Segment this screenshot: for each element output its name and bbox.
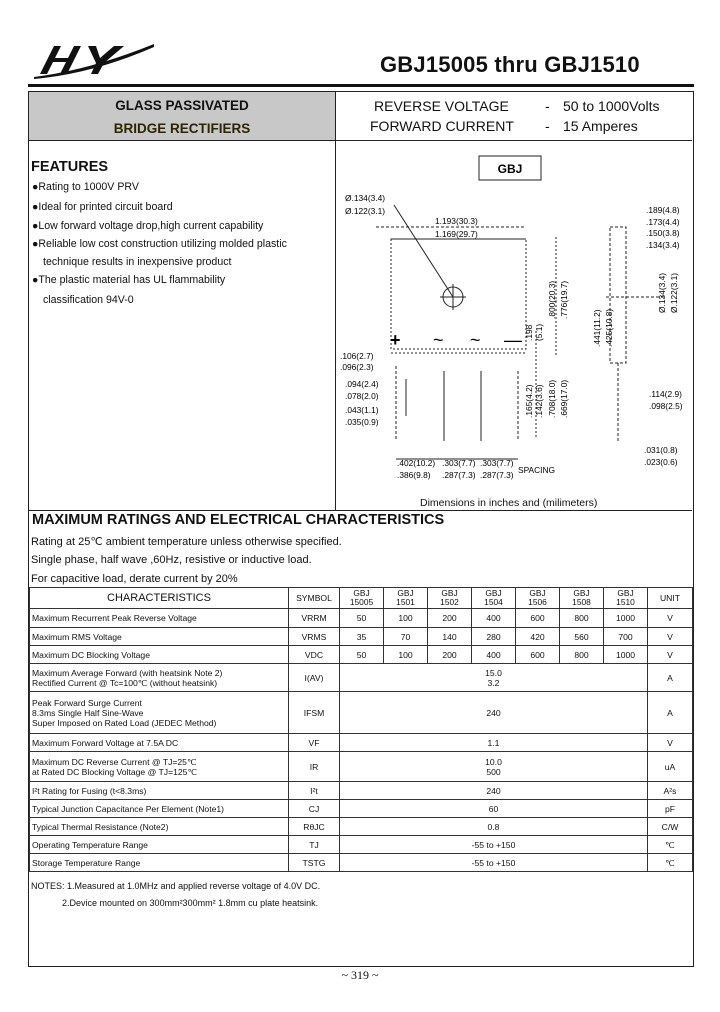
dim-vh-min: (5.1) bbox=[534, 323, 544, 341]
dim-thick-max: .114(2.9) bbox=[649, 389, 682, 399]
dim-vh-max: .198 bbox=[524, 324, 534, 341]
dim-width-min: 1.169(29.7) bbox=[435, 229, 478, 239]
condition-line: Rating at 25℃ ambient temperature unless otherwise specified. bbox=[31, 536, 342, 548]
dim-rheight-min: .425(10.8) bbox=[604, 308, 614, 347]
dim-side1-max: .189(4.8) bbox=[646, 205, 680, 215]
page-number: ~ 319 ~ bbox=[341, 968, 379, 982]
feature-item: ●Reliable low cost construction utilizing molded plastic bbox=[32, 238, 287, 250]
header-model: GBJ 1508 bbox=[560, 588, 604, 609]
dim-thick-min: .098(2.5) bbox=[649, 401, 683, 411]
header-rule bbox=[28, 84, 694, 87]
header-model: GBJ 1510 bbox=[604, 588, 648, 609]
dim-total-min: .669(17.0) bbox=[559, 379, 569, 418]
condition-line: For capacitive load, derate current by 20% bbox=[31, 573, 238, 585]
features-title: FEATURES bbox=[31, 159, 109, 175]
mark-plus: + bbox=[390, 330, 401, 350]
feature-item: ●Rating to 1000V PRV bbox=[32, 181, 139, 193]
dim-pitch3-min: .287(7.3) bbox=[480, 470, 514, 480]
dim-pitch1-min: .386(9.8) bbox=[397, 470, 431, 480]
table-row: I²t Rating for Fusing (t<8.3ms) I²t 240 A²s bbox=[30, 782, 693, 800]
note-2: 2.Device mounted on 300mm²300mm² 1.8mm cu plate heatsink. bbox=[62, 898, 319, 908]
dim-pitch2-min: .287(7.3) bbox=[442, 470, 476, 480]
company-logo bbox=[30, 40, 158, 80]
dim-hole-max: Ø.134(3.4) bbox=[345, 193, 386, 203]
table-row: Maximum RMS Voltage VRMS 35 70 140 280 420 560 700 V bbox=[30, 628, 693, 646]
table-row: Typical Thermal Resistance (Note2) RθJC 0.8 C/W bbox=[30, 818, 693, 836]
dim-pitch2-max: .303(7.7) bbox=[442, 458, 476, 468]
reverse-voltage-value: 50 to 1000Volts bbox=[563, 98, 660, 114]
dim-rheight-max: .441(11.2) bbox=[592, 309, 602, 347]
package-label: GBJ bbox=[497, 162, 523, 176]
header-symbol: SYMBOL bbox=[289, 588, 340, 609]
table-header-row bbox=[30, 588, 693, 609]
dim-spacing: SPACING bbox=[518, 465, 556, 475]
reverse-voltage-dash: - bbox=[545, 98, 550, 114]
dim-body-min: .776(19.7) bbox=[559, 280, 569, 319]
dim-leadlen-min: .142(3.6) bbox=[534, 384, 544, 418]
forward-current-dash: - bbox=[545, 118, 550, 134]
product-line1: GLASS PASSIVATED bbox=[115, 98, 249, 113]
table-row: Storage Temperature Range TSTG -55 to +150 ℃ bbox=[30, 854, 693, 872]
dim-rhole-max: Ø.134(3.4) bbox=[657, 272, 667, 313]
dimension-note: Dimensions in inches and (milimeters) bbox=[420, 497, 598, 509]
dim-leadw-min: .023(0.6) bbox=[644, 457, 678, 467]
header-model: GBJ 1502 bbox=[428, 588, 472, 609]
header-model: GBJ 15005 bbox=[340, 588, 384, 609]
forward-current-label: FORWARD CURRENT bbox=[370, 118, 514, 134]
dim-side2-max: .150(3.8) bbox=[646, 228, 680, 238]
dim-side2-min: .134(3.4) bbox=[646, 240, 680, 250]
dim-side1-min: .173(4.4) bbox=[646, 217, 680, 227]
dim-pitch3-max: .303(7.7) bbox=[480, 458, 514, 468]
reverse-voltage-label: REVERSE VOLTAGE bbox=[374, 98, 509, 114]
table-row: Maximum Recurrent Peak Reverse Voltage VRRM 50 100 200 400 600 800 1000 V bbox=[30, 609, 693, 628]
dim-total-max: .708(18.0) bbox=[547, 379, 557, 418]
feature-item: ●Low forward voltage drop,high current capability bbox=[32, 220, 264, 232]
note-1: NOTES: 1.Measured at 1.0MHz and applied reverse voltage of 4.0V DC. bbox=[31, 881, 321, 891]
product-line2: BRIDGE RECTIFIERS bbox=[113, 121, 251, 136]
characteristics-table bbox=[29, 587, 693, 872]
feature-item: technique results in inexpensive product bbox=[43, 256, 232, 268]
dim-body-max: .800(20.3) bbox=[547, 280, 557, 319]
dim-lead-max: .094(2.4) bbox=[345, 379, 379, 389]
mark-tilde: ~ bbox=[433, 330, 444, 350]
table-row: Peak Forward Surge Current 8.3ms Single Half Sine-Wave Super Imposed on Rated Load (JEDEC Method) IFSM 240 A bbox=[30, 692, 693, 734]
dim-lead2-min: .035(0.9) bbox=[345, 417, 379, 427]
mark-tilde: ~ bbox=[470, 330, 481, 350]
spec-summary-box bbox=[336, 92, 692, 140]
dim-lead-min: .078(2.0) bbox=[345, 391, 379, 401]
feature-item: ●The plastic material has UL flammability bbox=[32, 274, 226, 286]
table-row: Maximum Forward Voltage at 7.5A DC VF 1.1 V bbox=[30, 734, 693, 752]
table-row: Maximum DC Reverse Current @ TJ=25℃ at Rated DC Blocking Voltage @ TJ=125℃ IR 10.0 500 uA bbox=[30, 752, 693, 782]
package-drawing bbox=[336, 141, 692, 511]
dim-leadlen-max: .165(4.2) bbox=[524, 384, 534, 418]
header-model: GBJ 1506 bbox=[516, 588, 560, 609]
condition-line: Single phase, half wave ,60Hz, resistive or inductive load. bbox=[31, 554, 312, 566]
dim-rhole-min: Ø.122(3.1) bbox=[669, 272, 679, 313]
product-type-box bbox=[29, 92, 336, 140]
dim-hole-min: Ø.122(3.1) bbox=[345, 206, 386, 216]
dim-pitch1-max: .402(10.2) bbox=[397, 458, 436, 468]
feature-item: ●Ideal for printed circuit board bbox=[32, 201, 173, 213]
header-model: GBJ 1501 bbox=[384, 588, 428, 609]
header-model: GBJ 1504 bbox=[472, 588, 516, 609]
forward-current-value: 15 Amperes bbox=[563, 118, 638, 134]
table-row: Maximum Average Forward (with heatsink Note 2) Rectified Current @ Tc=100℃ (without heatsink) I(AV) 15.0 3.2 A bbox=[30, 664, 693, 692]
part-number-title: GBJ15005 thru GBJ1510 bbox=[380, 52, 640, 77]
feature-item: classification 94V-0 bbox=[43, 294, 134, 306]
mark-minus: — bbox=[504, 330, 522, 350]
dim-tab-max: .106(2.7) bbox=[340, 351, 374, 361]
header-characteristics: CHARACTERISTICS bbox=[30, 588, 289, 609]
dim-lead2-max: .043(1.1) bbox=[345, 405, 379, 415]
table-row: Typical Junction Capacitance Per Element (Note1) CJ 60 pF bbox=[30, 800, 693, 818]
dim-tab-min: .096(2.3) bbox=[340, 362, 374, 372]
dim-width-max: 1.193(30.3) bbox=[435, 216, 478, 226]
section-divider bbox=[29, 510, 692, 511]
dim-leadw-max: .031(0.8) bbox=[644, 445, 678, 455]
table-row: Maximum DC Blocking Voltage VDC 50 100 200 400 600 800 1000 V bbox=[30, 646, 693, 664]
header-unit: UNIT bbox=[648, 588, 693, 609]
table-row: Operating Temperature Range TJ -55 to +150 ℃ bbox=[30, 836, 693, 854]
ratings-title: MAXIMUM RATINGS AND ELECTRICAL CHARACTERISTICS bbox=[32, 512, 445, 528]
